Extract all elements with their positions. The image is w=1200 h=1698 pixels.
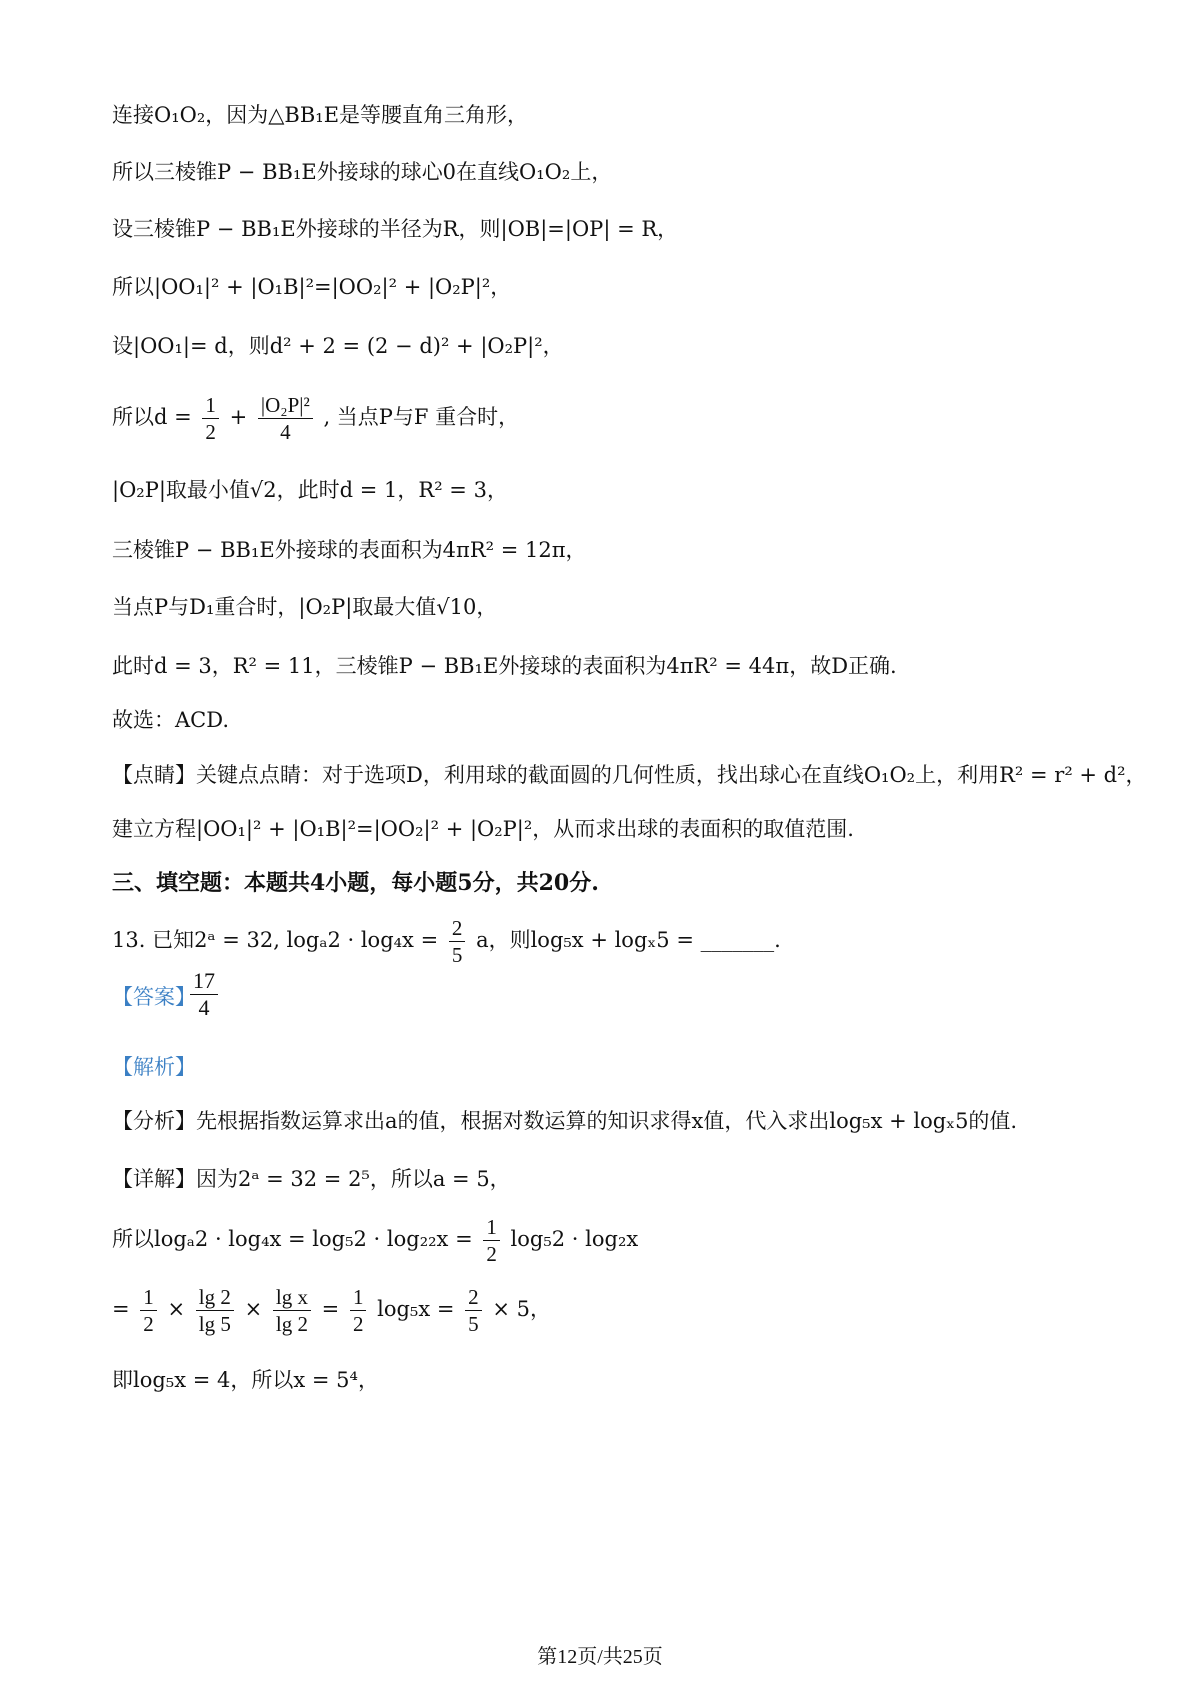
fraction-numerator: lg 2 [196,1284,234,1311]
fraction-denominator: 5 [451,943,463,967]
step-1 [112,1214,638,1267]
fraction-numerator: 1 [483,1214,500,1241]
xiangjie-line: 【详解】因为2ᵃ = 32 = 2⁵，所以a = 5， [112,1167,511,1191]
line-5: 设|OO₁|= d，则d² + 2 = (2 − d)² + |O₂P|²， [112,334,564,358]
question-13 [112,915,781,968]
fraction-denominator: lg 5 [198,1312,231,1336]
fraction-b [196,1284,234,1337]
step2-mid: log₅x = [377,1297,455,1321]
times-sign: × [244,1297,263,1321]
line-8: 三棱锥P − BB₁E外接球的表面积为4πR² = 12π， [112,538,587,562]
line-11: 故选：ACD. [112,708,229,732]
fraction-one-half [483,1214,500,1267]
fraction-a [140,1284,157,1337]
line-10: 此时d = 3，R² = 11，三棱锥P − BB₁E外接球的表面积为4πR² = 44π，故D正确. [112,654,897,678]
fraction-denominator: 5 [468,1312,479,1336]
fraction-numerator: lg x [273,1284,311,1311]
fraction-c [273,1284,311,1337]
line-9: 当点P与D₁重合时，|O₂P|取最大值√10， [112,595,498,619]
q13-suffix: a，则log₅x + logₓ5 = _______. [476,928,781,952]
plus-sign: + [229,405,248,429]
line-12-dianjing: 【点睛】关键点点睛：对于选项D，利用球的截面圆的几何性质，找出球心在直线O₁O₂上，利用R² = r² + d²， [112,763,1147,787]
fraction-denominator: 2 [205,420,216,444]
step1-prefix: 所以logₐ2 · log₄x = log₅2 · log₂₂x = [112,1227,473,1251]
step2-tail: × 5， [492,1297,551,1321]
answer-value [190,968,218,1021]
section-heading: 三、填空题：本题共4小题，每小题5分，共20分. [112,870,599,896]
line-1: 连接O₁O₂，因为△BB₁E是等腰直角三角形， [112,103,529,127]
fraction-o2p-over-4 [258,392,313,445]
line-7: |O₂P|取最小值√2，此时d = 1，R² = 3， [112,478,508,502]
fraction-numerator: 1 [202,392,219,419]
fraction-numerator: 2 [465,1284,482,1311]
fraction-two-fifths [449,915,466,968]
times-sign: × [167,1297,186,1321]
page-footer: 第12页/共25页 [537,1646,663,1668]
fenxi-line: 【分析】先根据指数运算求出a的值，根据对数运算的知识求得x值，代入求出log₅x + logₓ5的值. [112,1109,1018,1133]
step1-suffix: log₅2 · log₂x [510,1227,639,1251]
fraction-numerator: 1 [140,1284,157,1311]
fraction-d [350,1284,367,1337]
fraction-numerator: 2 [449,915,466,942]
line-3: 设三棱锥P − BB₁E外接球的半径为R，则|OB|=|OP| = R， [112,217,679,241]
step-2 [112,1284,551,1337]
fraction-denominator: 2 [486,1242,497,1266]
fraction-denominator: 2 [352,1312,364,1336]
fraction-one-half [202,392,219,445]
fraction-e [465,1284,482,1337]
line-2: 所以三棱锥P − BB₁E外接球的球心0在直线O₁O₂上， [112,160,613,184]
fraction-denominator: 4 [280,420,291,444]
fraction-denominator: lg 2 [275,1312,308,1336]
answer-numerator: 17 [190,968,218,995]
line-13: 建立方程|OO₁|² + |O₁B|²=|OO₂|² + |O₂P|²，从而求出球的表面积的取值范围. [112,817,854,841]
step-3: 即log₅x = 4，所以x = 5⁴， [112,1368,379,1392]
fraction-denominator: 2 [143,1312,154,1336]
q13-prefix: 13. 已知2ᵃ = 32, logₐ2 · log₄x = [112,928,439,952]
line-6 [112,392,519,445]
answer-label: 【答案】 [112,985,196,1009]
equals-sign: = [321,1297,340,1321]
analysis-label: 【解析】 [112,1055,196,1079]
line-4: 所以|OO₁|² + |O₁B|²=|OO₂|² + |O₂P|²， [112,275,512,299]
line6-suffix: , 当点P与F 重合时， [323,405,520,429]
line6-prefix: 所以d = [112,405,192,429]
fraction-numerator: 1 [350,1284,367,1311]
step2-eq: = [112,1297,130,1321]
answer-denominator: 4 [198,995,210,1020]
fraction-numerator: |O₂P|² [258,392,313,419]
